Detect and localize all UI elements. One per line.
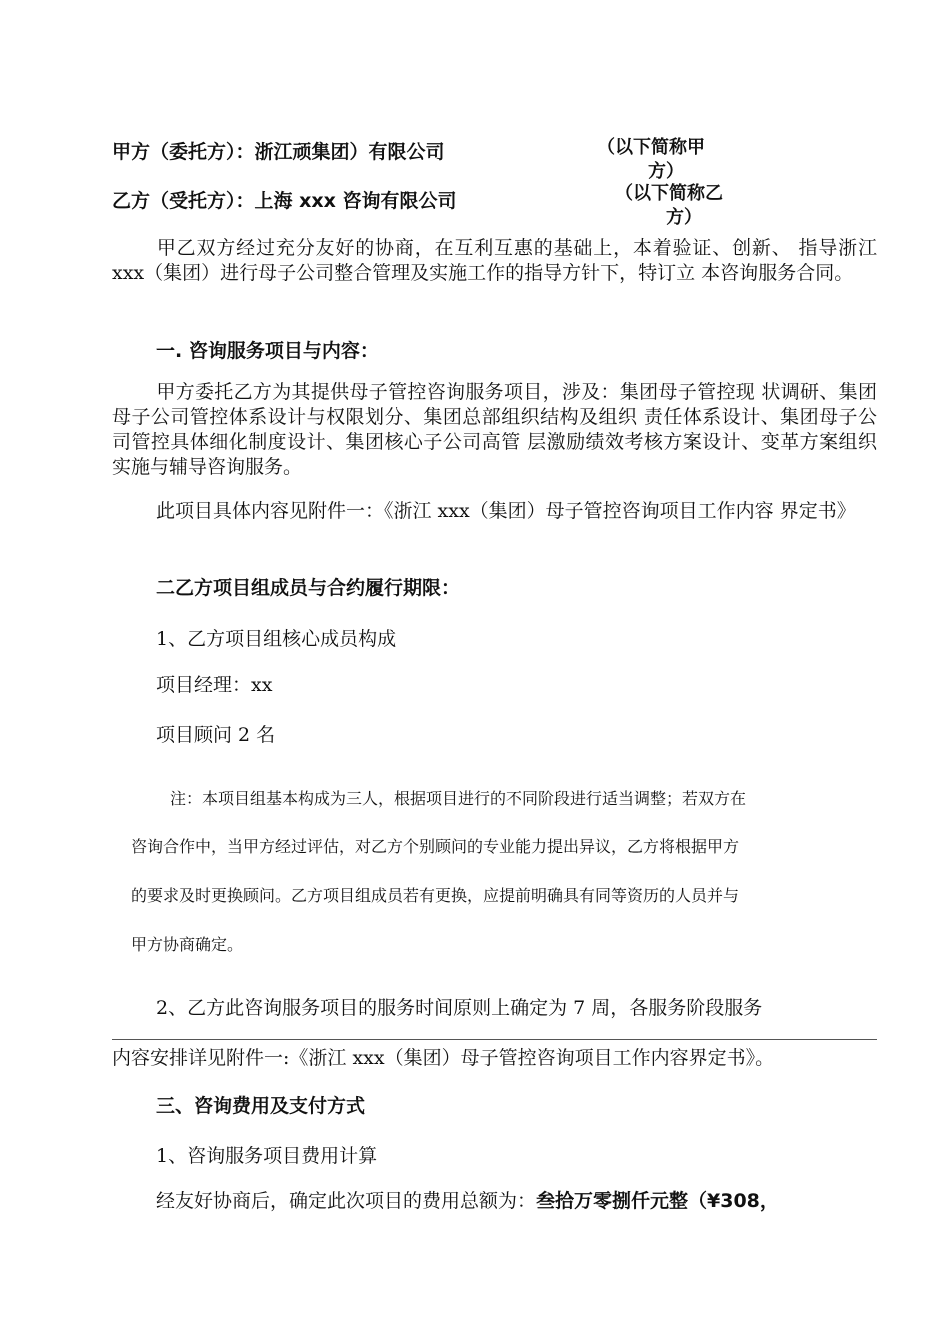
project-manager: 项目经理：xx: [156, 674, 273, 696]
divider-line: [112, 1039, 877, 1040]
party-a-aside-line2: 方）: [648, 161, 684, 182]
section1-paragraph2: [112, 499, 877, 524]
project-advisors: 项目顾问 2 名: [156, 724, 276, 746]
section3-item1: 1、咨询服务项目费用计算: [156, 1145, 378, 1167]
note-line: 的要求及时更换顾问。乙方项目组成员若有更换，应提前明确具有同等资历的人员并与: [131, 886, 740, 905]
party-a-aside-line1: （以下简称甲: [597, 137, 705, 158]
section1-heading: 一. 咨询服务项目与内容：: [156, 340, 379, 362]
section1-paragraph1: [112, 380, 877, 480]
intro-text: 甲乙双方经过充分友好的协商，在互利互惠的基础上，本着验证、创新、 指导浙江 xxx（集团）进行母子公司整合管理及实施工作的指导方针下，特订立 本咨询服务合同。: [112, 237, 877, 284]
note-line: 甲方协商确定。: [131, 935, 244, 954]
section2-item1: 1、乙方项目组核心成员构成: [156, 628, 397, 650]
fee-amount: 叁拾万零捌仟元整（¥308，: [536, 1190, 779, 1212]
party-b-aside-line2: 方）: [666, 207, 702, 228]
note-line: 咨询合作中，当甲方经过评估，对乙方个别顾问的专业能力提出异议，乙方将根据甲方: [131, 837, 740, 856]
party-a-aside: [586, 136, 716, 184]
intro-paragraph: [112, 236, 877, 286]
section1-para1-text: 甲方委托乙方为其提供母子管控咨询服务项目，涉及：集团母子管控现 状调研、集团母子公司管控体系设计与权限划分、集团总部组织结构及组织 责任体系设计、集团母子公司管控具体细化制度设计、集团核心子公司高管 层激励绩效考核方案设计、变革方案组织实施与辅导咨询服务。: [112, 381, 877, 478]
section2-heading: 二乙方项目组成员与合约履行期限：: [156, 577, 461, 599]
section2-item2-line1: 2、乙方此咨询服务项目的服务时间原则上确定为 7 周，各服务阶段服务: [156, 997, 763, 1019]
party-b-aside: [604, 182, 734, 230]
note-line: 注：本项目组基本构成为三人，根据项目进行的不同阶段进行适当调整；若双方在: [170, 789, 747, 808]
party-b-label: 乙方（受托方）：上海 xxx 咨询有限公司: [112, 190, 457, 212]
fee-line: [156, 1186, 779, 1213]
fee-prefix: 经友好协商后，确定此次项目的费用总额为：: [156, 1190, 537, 1212]
section1-para2-text: 此项目具体内容见附件一：《浙江 xxx（集团）母子管控咨询项目工作内容 界定书》: [156, 500, 856, 522]
party-b-aside-line1: （以下简称乙: [615, 183, 723, 204]
party-a-label: 甲方（委托方）：浙江顽集团）有限公司: [112, 141, 445, 163]
section2-item2-line2: 内容安排详见附件一:《浙江 xxx（集团）母子管控咨询项目工作内容界定书》。: [112, 1047, 775, 1069]
section3-heading: 三、咨询费用及支付方式: [156, 1095, 366, 1117]
